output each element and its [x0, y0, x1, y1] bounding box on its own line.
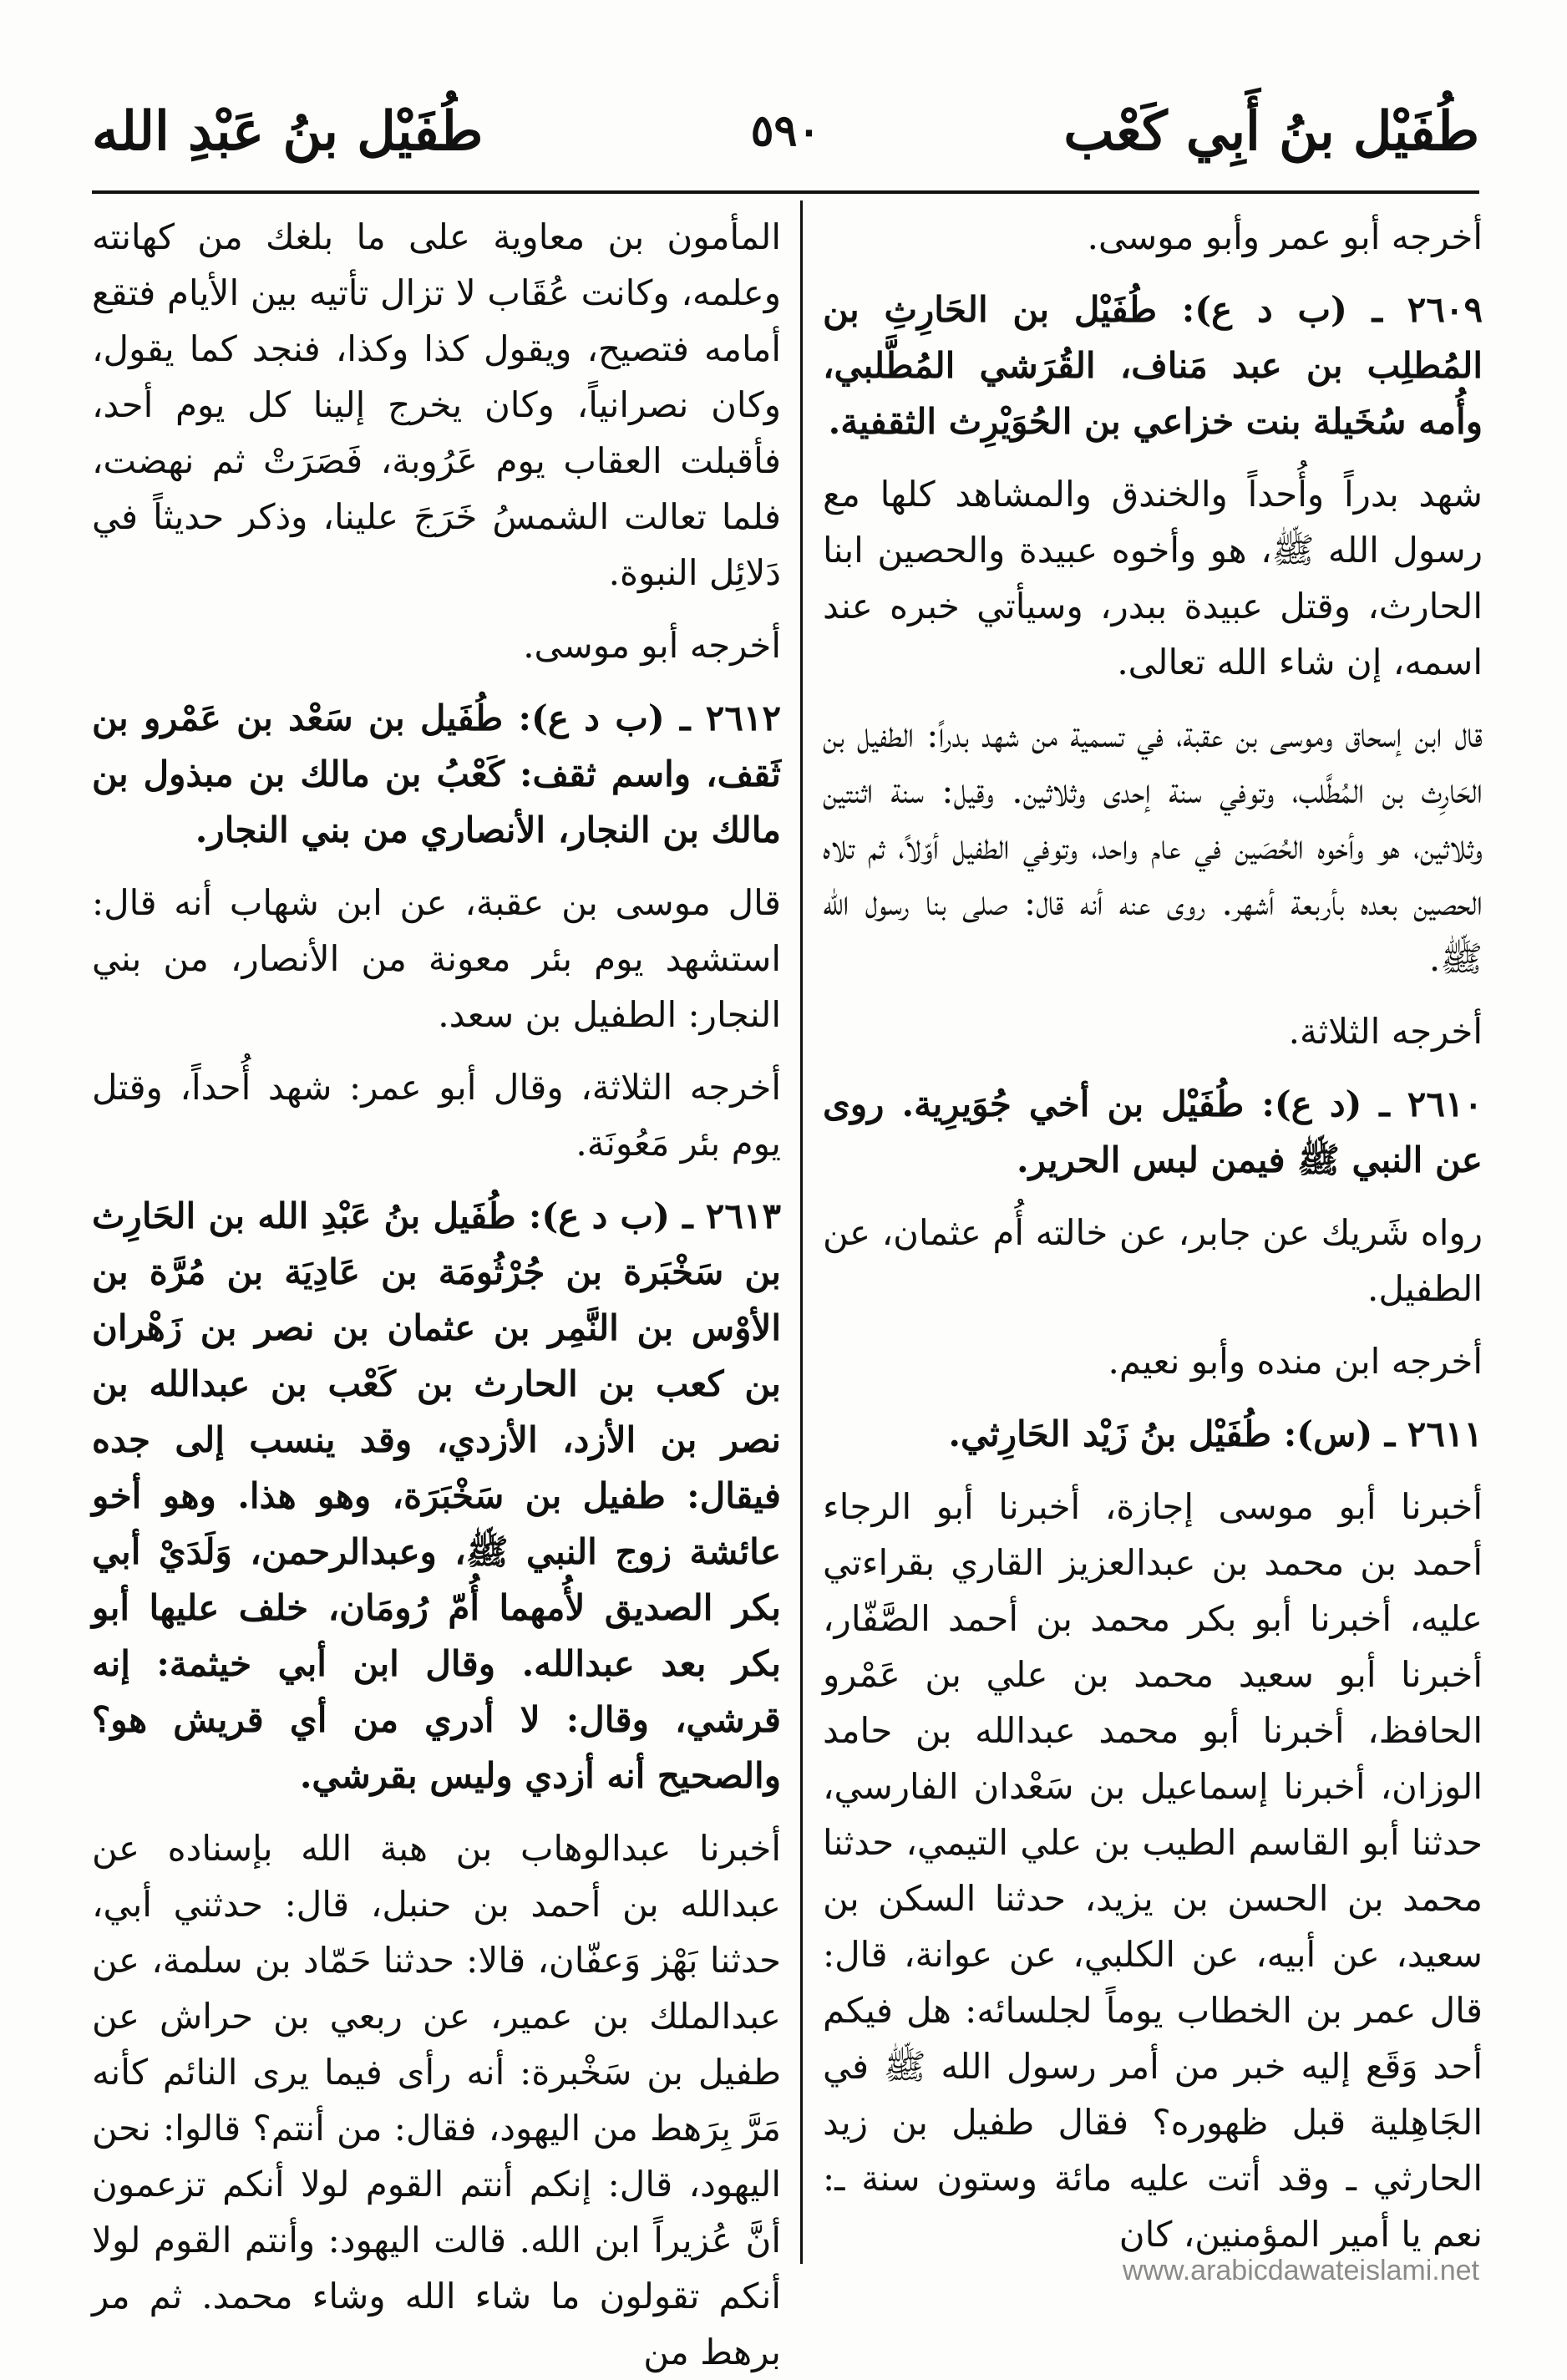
paragraph: قال موسى بن عقبة، عن ابن شهاب أنه قال: استشهد يوم بئر معونة من الأنصار، من بني النجار: الطفيل بن سعد. [92, 882, 781, 1035]
paragraph: أخرجه أبو عمر وأبو موسى. [1087, 216, 1483, 257]
page-number: ٥٩٠ [750, 105, 821, 156]
entry-2609: ٢٦٠٩ ـ (ب د ع): طُفَيْل بن الحَارِثِ بن المُطلِب بن عبد مَناف، القُرَشي المُطَّلبي، وأُمه سُخَيلة بنت خزاعي بن الحُوَيْرِث الثقفية. [823, 289, 1483, 442]
paragraph: أخبرنا أبو موسى إجازة، أخبرنا أبو الرجاء أحمد بن محمد بن عبدالعزيز القاري بقراءتي عليه، أخبرنا أبو بكر محمد بن أحمد الصَّفّار، أخبرنا أبو سعيد محمد بن علي بن عَمْرو الحافظ، أخبرنا أبو محمد عبدالله بن حامد الوزان، أخبرنا إسماعيل بن سَعْدان الفارسي، حدثنا أبو القاسم الطيب بن علي التيمي، حدثنا محمد بن الحسن بن يزيد، حدثنا السكن بن سعيد، عن أبيه، عن الكلبي، عن عوانة، قال: قال عمر بن الخطاب يوماً لجلسائه: هل فيكم أحد وَقَع إليه خبر من أمر رسول الله ﷺ في الجَاهِلية قبل ظهوره؟ فقال طفيل بن زيد الحارثي ـ وقد أتت عليه مائة وستون سنة ـ: نعم يا أمير المؤمنين، كان [823, 1486, 1483, 2255]
paragraph: أخرجه الثلاثة، وقال أبو عمر: شهد أُحداً، وقتل يوم بئر مَعُونَة. [92, 1067, 781, 1164]
paragraph: أخرجه ابن منده وأبو نعيم. [1108, 1341, 1483, 1382]
page-header [92, 100, 1479, 200]
running-title-left: طُفَيْل بنُ عَبْدِ الله [92, 100, 484, 163]
column-divider [800, 200, 803, 2264]
entry-2611: ٢٦١١ ـ (س): طُفَيْل بنُ زَيْد الحَارِثي. [948, 1413, 1483, 1454]
running-title-right: طُفَيْل بنُ أَبِي كَعْب [1063, 100, 1479, 163]
entry-2610: ٢٦١٠ ـ (د ع): طُفَيْل بن أخي جُوَيرِية. روى عن النبي ﷺ فيمن لبس الحرير. [823, 1083, 1483, 1180]
paragraph: قال ابن إسحاق وموسى بن عقبة، في تسمية من شهد بدراً: الطفيل بن الحَارِث بن المُطَّلب، وتوفي سنة إحدى وثلاثين. وقيل: سنة اثنتين وثلاثين، هو وأخوه الحُصَين في عام واحد، وتوفي الطفيل أوّلاً، ثم تلاه الحصين بعده بأربعة أشهر. روى عنه أنه قال: صلى بنا رسول الله ﷺ. [823, 714, 1483, 979]
paragraph: رواه شَريك عن جابر، عن خالته أُم عثمان، عن الطفيل. [823, 1212, 1483, 1309]
paragraph: أخرجه الثلاثة. [1288, 1011, 1483, 1052]
paragraph: أخرجه أبو موسى. [523, 625, 781, 666]
watermark-url: www.arabicdawateislami.net [1122, 2255, 1479, 2286]
left-column [92, 209, 781, 2372]
entry-2613: ٢٦١٣ ـ (ب د ع): طُفَيل بنُ عَبْدِ الله بن الحَارِث بن سَخْبَرة بن جُرْثُومَة بن عَادِيَة بن مُرَّة بن الأوْس بن النَّمِر بن عثمان بن نصر بن زَهْران بن كعب بن الحارث بن كَعْب بن عبدالله بن نصر بن الأزد، الأزدي، وقد ينسب إلى جده فيقال: طفيل بن سَخْبَرَة، وهو هذا. وهو أخو عائشة زوج النبي ﷺ، وعبدالرحمن، وَلَدَيْ أبي بكر الصديق لأُمهما أُمّ رُومَان، خلف عليها أبو بكر بعد عبدالله. وقال ابن أبي خيثمة: إنه قرشي، وقال: لا أدري من أي قريش هو؟ والصحيح أنه أزدي وليس بقرشي. [92, 1195, 781, 1796]
right-column [823, 209, 1483, 2272]
paragraph: أخبرنا عبدالوهاب بن هبة الله بإسناده عن عبدالله بن أحمد بن حنبل، قال: حدثني أبي، حدثنا بَهْز وَعفّان، قالا: حدثنا حَمّاد بن سلمة، عن عبدالملك بن عمير، عن ربعي بن حراش عن طفيل بن سَخْبرة: أنه رأى فيما يرى النائم كأنه مَرَّ بِرَهط من اليهود، فقال: من أنتم؟ قالوا: نحن اليهود، قال: إنكم أنتم القوم لولا أنكم تزعمون أنَّ عُزيراً ابن الله. قالت اليهود: وأنتم القوم لولا أنكم تقولون ما شاء الله وشاء محمد. ثم مر برهط من [92, 1828, 781, 2372]
paragraph: شهد بدراً وأُحداً والخندق والمشاهد كلها مع رسول الله ﷺ، هو وأخوه عبيدة والحصين ابنا الحارث، وقتل عبيدة ببدر، وسيأتي خبره عند اسمه، إن شاء الله تعالى. [823, 474, 1483, 683]
entry-2612: ٢٦١٢ ـ (ب د ع): طُفَيل بن سَعْد بن عَمْرو بن ثَقف، واسم ثقف: كَعْبُ بن مالك بن مبذول بن مالك بن النجار، الأنصاري من بني النجار. [92, 698, 781, 850]
header-rule [92, 190, 1479, 194]
paragraph: المأمون بن معاوية على ما بلغك من كهانته وعلمه، وكانت عُقَاب لا تزال تأتيه بين الأيام فتقع أمامه فتصيح، ويقول كذا وكذا، فنجد كما يقول، وكان نصرانياً، وكان يخرج إلينا كل يوم أحد، فأقبلت العقاب يوم عَرُوبة، فَصَرَتْ ثم نهضت، فلما تعالت الشمسُ خَرَجَ علينا، وذكر حديثاً في دَلائِل النبوة. [92, 216, 781, 593]
